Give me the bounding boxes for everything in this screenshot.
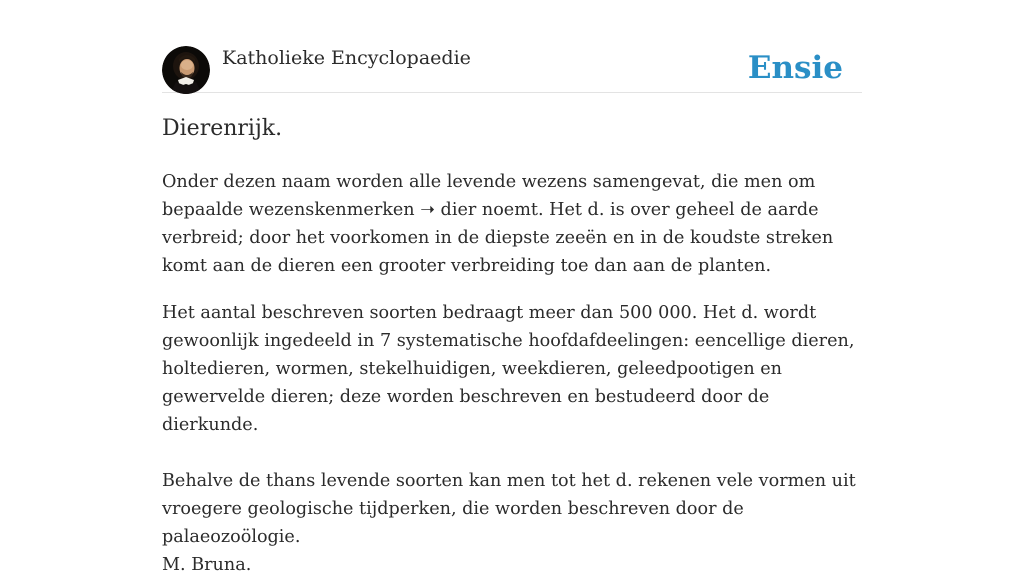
article-paragraph: Behalve de thans levende soorten kan men tot het d. rekenen vele vormen uit vroegere geologische tijdperken, die worden beschreven door de palaeozoölogie.: [162, 471, 856, 547]
site-name[interactable]: Katholieke Encyclopaedie: [222, 47, 471, 69]
site-header: [162, 46, 862, 93]
article-paragraph: Het aantal beschreven soorten bedraagt meer dan 500 000. Het d. wordt gewoonlijk ingedeeld in 7 systematische hoofdafdeelingen: eencellige dieren, holtedieren, wormen, stekelhuidigen, weekdieren, geleedpootigen en gewervelde dieren; deze worden beschreven en bestudeerd door de dierkunde.: [162, 303, 855, 435]
portrait-avatar-icon[interactable]: [162, 46, 210, 94]
article-body: [162, 168, 867, 579]
article-paragraph: Onder dezen naam worden alle levende wezens samengevat, die men om bepaalde wezenskenmerken ➝ dier noemt. Het d. is over geheel de aarde verbreid; door het voorkomen in de diepste zeeën en in de koudste streken komt aan de dieren een grooter verbreiding toe dan aan de planten.: [162, 172, 834, 276]
brand-logo[interactable]: Ensie: [747, 50, 843, 86]
article-title: Dierenrijk.: [162, 116, 283, 141]
article-author: M. Bruna.: [162, 555, 252, 575]
